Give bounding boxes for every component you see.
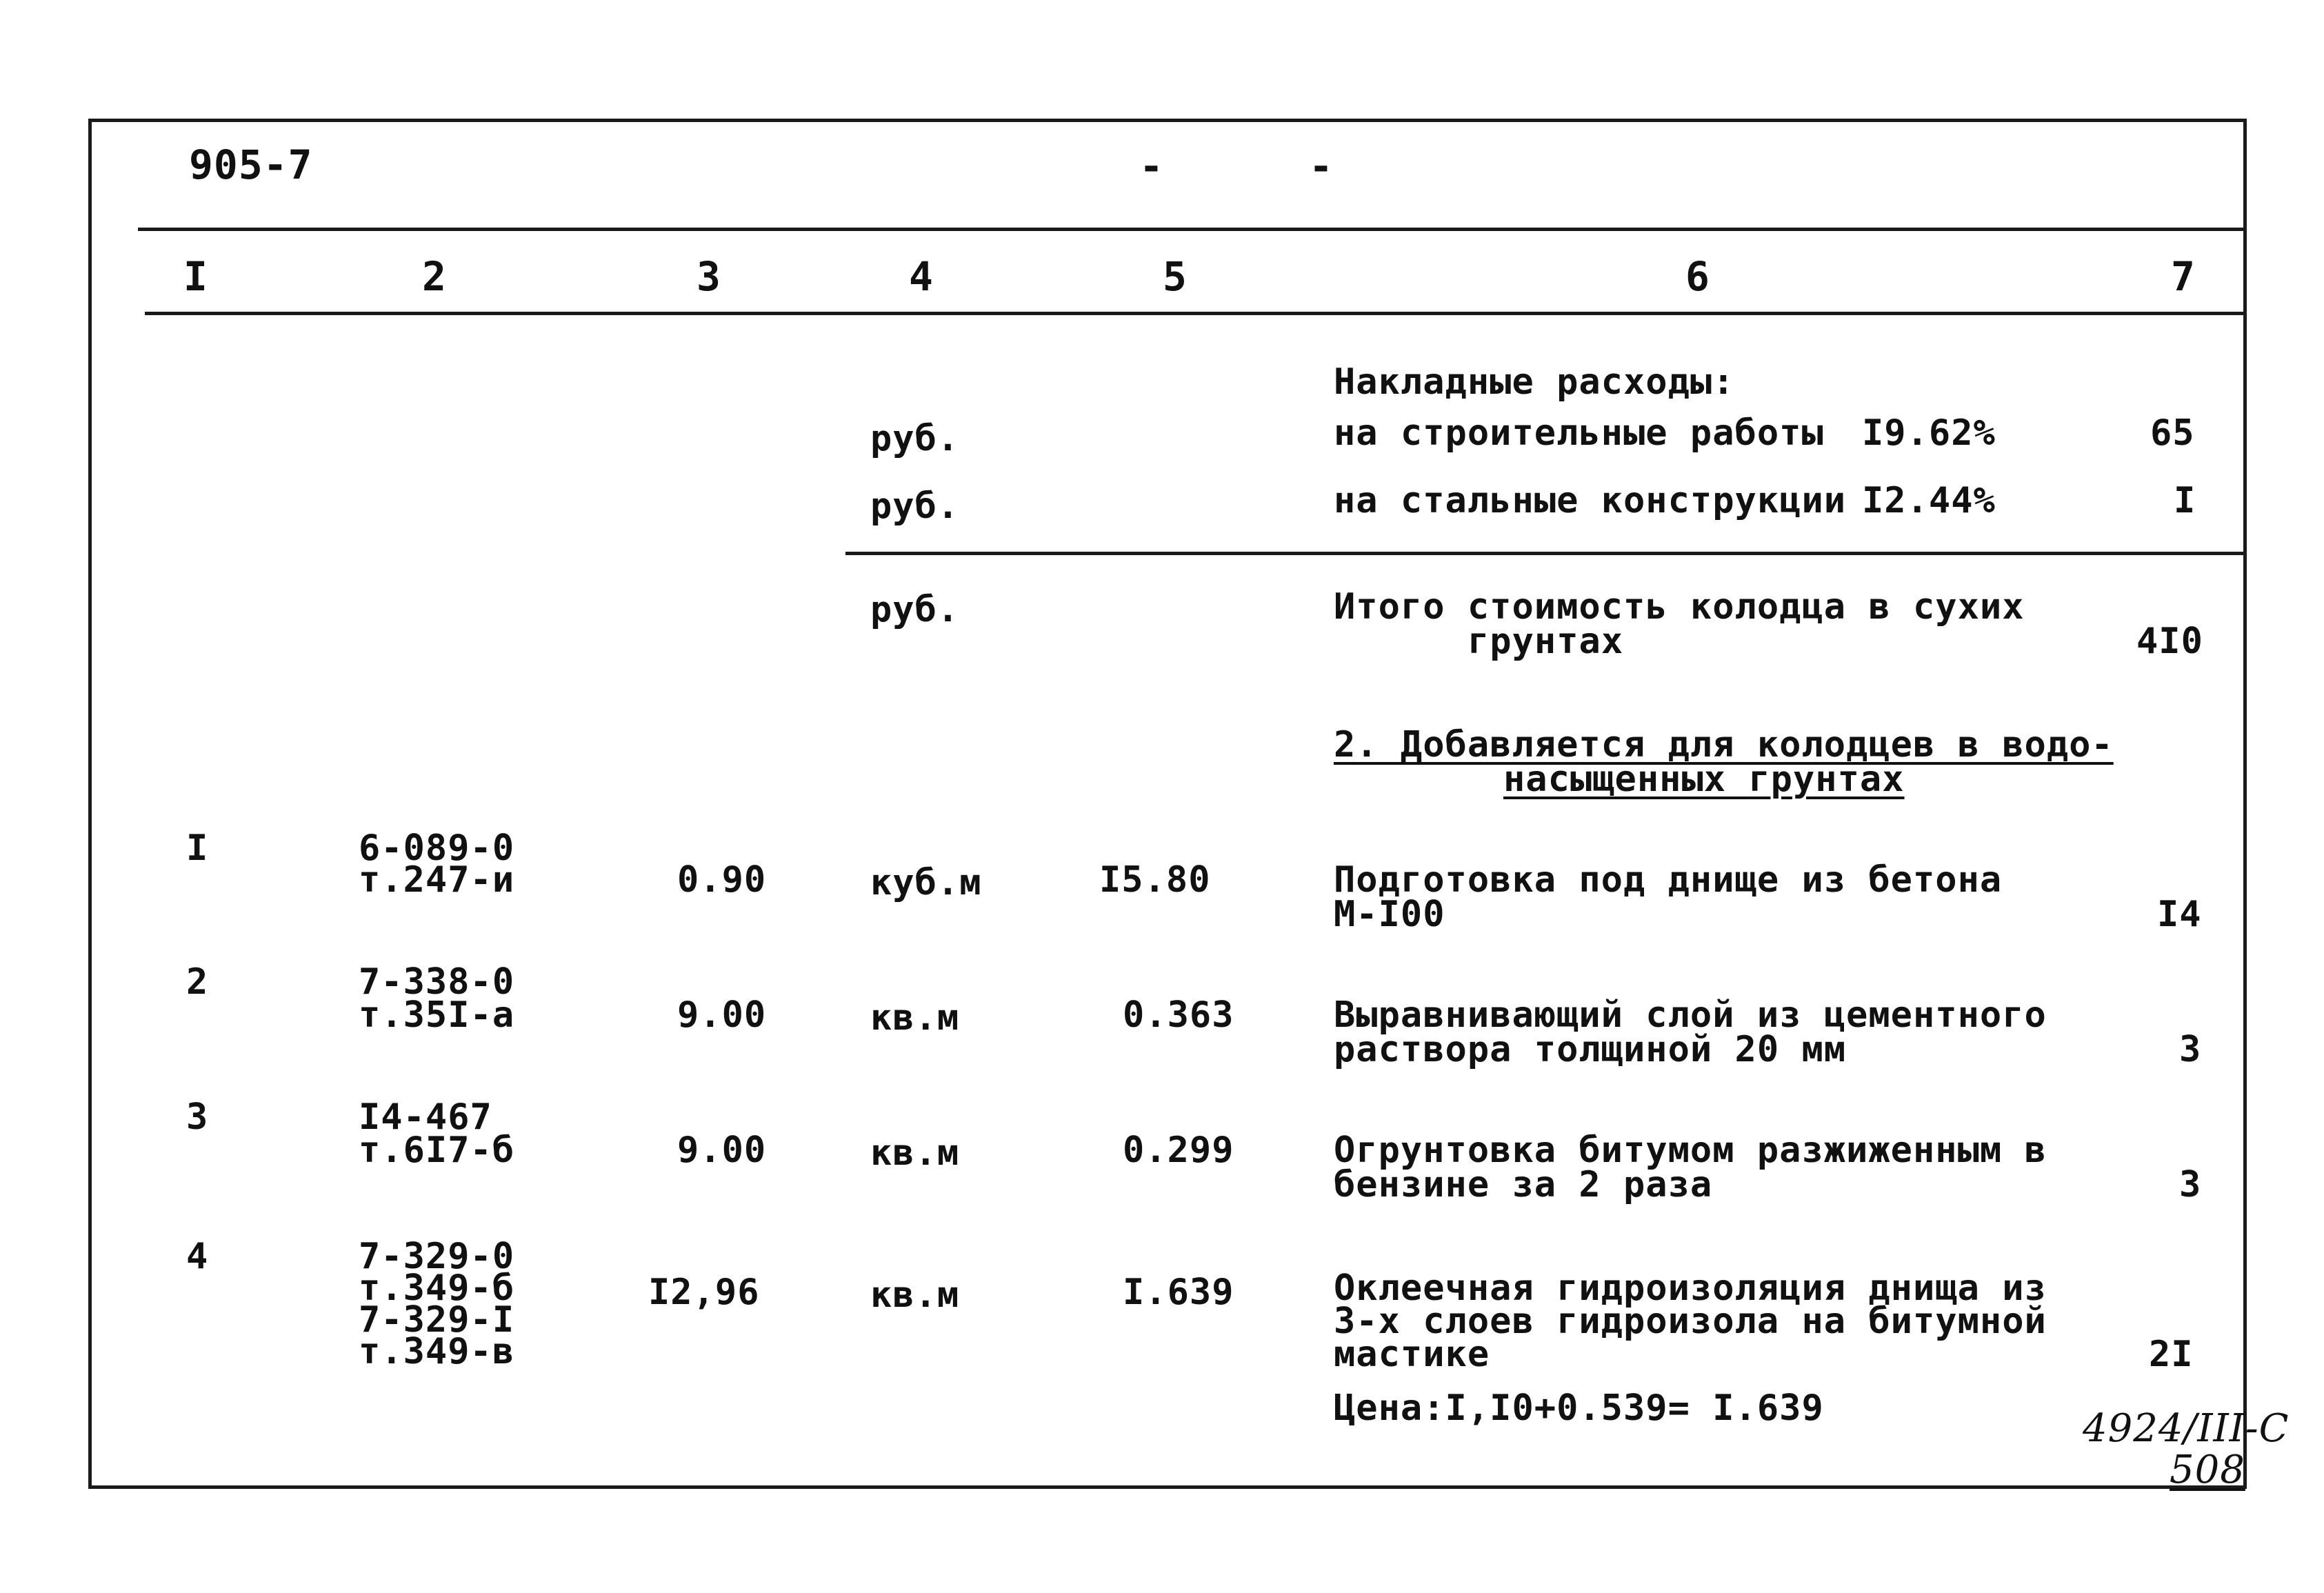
row-description: Огрунтовка битумом разжиженным в [1334,1130,2047,1171]
row-number: 2 [186,961,209,1003]
frame-top-border [88,119,2247,122]
header-rule-bottom [145,312,2247,315]
subtotal-rule [845,552,2247,555]
row-code: I4-467 [359,1096,492,1138]
archive-stamp-page: 508 [2170,1447,2245,1492]
overhead-unit: руб. [870,485,960,527]
overhead-description: на строительные работы [1334,412,1824,454]
row-total: 3 [2179,1029,2202,1070]
overhead-unit: руб. [870,418,960,459]
row-unit: кв.м [870,1132,960,1174]
row-code: т.349-б [359,1268,515,1309]
header-rule-top [138,228,2247,231]
row-code: 7-329-0 [359,1236,515,1277]
overhead-percent: I2.44% [1862,480,1996,521]
overhead-heading: Накладные расходы: [1334,361,1735,403]
document-code: 905-7 [189,141,313,188]
frame-bottom-border [88,1485,2247,1489]
column-header: 5 [1163,253,1188,300]
frame-right-border [2243,119,2247,1489]
subtotal-description: грунтах [1467,621,1624,662]
row-quantity: 9.00 [677,994,767,1036]
row-quantity: 0.90 [677,859,767,901]
row-number: 3 [186,1096,209,1138]
row-price: I5.80 [1099,859,1211,901]
section-heading: насыщенных грунтах [1503,759,1905,800]
row-description: М-I00 [1334,894,1445,935]
overhead-percent: I9.62% [1862,412,1996,454]
subtotal-description: Итого стоимость колодца в сухих [1334,586,2025,628]
overhead-total: 65 [2150,412,2195,454]
column-header: 6 [1685,253,1710,300]
row-code: т.6I7-б [359,1130,515,1171]
row-price: 0.363 [1123,994,1234,1036]
frame-left-border [88,119,92,1489]
column-header: 2 [422,253,447,300]
row-unit: кв.м [870,1274,960,1316]
row-code: т.247-и [359,859,515,901]
row-price: 0.299 [1123,1130,1234,1171]
column-header: 4 [909,253,934,300]
row-unit: кв.м [870,997,960,1039]
row-code: т.349-в [359,1331,515,1372]
subtotal-unit: руб. [870,589,960,630]
row-description: раствора толщиной 20 мм [1334,1029,1847,1070]
row-code: 6-089-0 [359,828,515,869]
header-dash: - [1139,143,1164,190]
row-number: I [186,828,209,869]
row-description: бензине за 2 раза [1334,1164,1713,1205]
column-header: 3 [697,253,721,300]
column-header: I [183,253,208,300]
row-number: 4 [186,1236,209,1277]
column-header: 7 [2171,253,2196,300]
row-code: 7-338-0 [359,961,515,1003]
row-description: Оклеечная гидроизоляция днища из [1334,1268,2047,1309]
price-note: Цена:I,I0+0.539= I.639 [1334,1387,1824,1429]
row-quantity: 9.00 [677,1130,767,1171]
row-description: Подготовка под днище из бетона [1334,859,2003,901]
section-heading: 2. Добавляется для колодцев в водо- [1334,724,2114,765]
subtotal-total: 4I0 [2136,621,2203,662]
row-code: 7-329-I [359,1299,515,1341]
row-description: 3-х слоев гидроизола на битумной [1334,1301,2047,1342]
row-code: т.35I-а [359,994,515,1036]
row-total: 2I [2149,1334,2194,1375]
row-description: мастике [1334,1334,1490,1375]
row-description: Выравнивающий слой из цементного [1334,994,2047,1036]
row-total: 3 [2179,1164,2202,1205]
overhead-description: на стальные конструкции [1334,480,1847,521]
row-price: I.639 [1123,1272,1234,1313]
row-unit: куб.м [870,862,982,903]
overhead-total: I [2174,480,2196,521]
archive-stamp-number: 4924/III-C [2083,1406,2290,1451]
row-total: I4 [2157,894,2202,935]
header-dash: - [1309,143,1334,190]
row-quantity: I2,96 [648,1272,760,1313]
